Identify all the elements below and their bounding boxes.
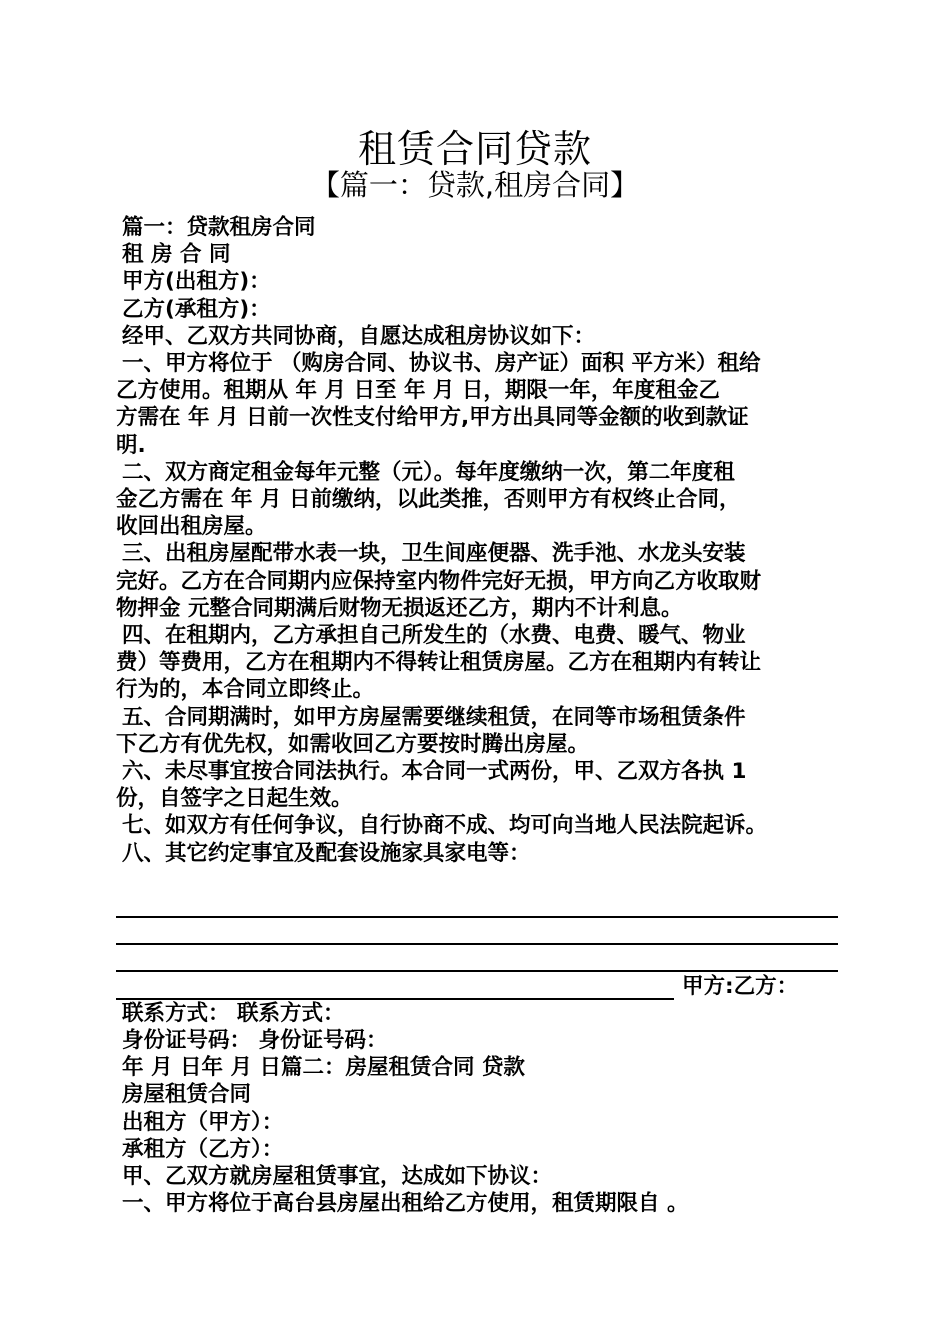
signature-label: 甲方:乙方： xyxy=(682,973,799,999)
clause-4-line-3: 行为的，本合同立即终止。 xyxy=(116,677,375,703)
clause-4-line-1: 四、在租期内，乙方承担自己所发生的（水费、电费、暖气、物业 xyxy=(122,623,746,649)
fill-in-line-4 xyxy=(116,978,674,1000)
date-and-part2-heading: 年 月 日年 月 日篇二：房屋租赁合同 贷款 xyxy=(122,1055,525,1081)
id-number-line: 身份证号码： 身份证号码： xyxy=(122,1028,388,1054)
clause-5-line-1: 五、合同期满时，如甲方房屋需要继续租赁，在同等市场租赁条件 xyxy=(122,704,746,730)
section-heading: 篇一：贷款租房合同 xyxy=(122,215,316,240)
clause-3-line-3: 物押金 元整合同期满后财物无损返还乙方，期内不计利息。 xyxy=(116,595,683,621)
party-a-line: 甲方(出租方)： xyxy=(122,269,271,295)
party-b-line: 乙方(承租方)： xyxy=(122,296,271,322)
clause-2-line-3: 收回出租房屋。 xyxy=(116,514,267,540)
spacer xyxy=(116,867,838,891)
clause-6-line-1: 六、未尽事宜按合同法执行。本合同一式两份，甲、乙双方各执 1 xyxy=(122,759,747,785)
part2-clause-1-line: 一、甲方将位于高台县房屋出租给乙方使用，租赁期限自 。 xyxy=(122,1191,689,1217)
clause-5-line-2: 下乙方有优先权，如需收回乙方要按时腾出房屋。 xyxy=(116,731,590,757)
clause-3-line-1: 三、出租房屋配带水表一块，卫生间座便器、洗手池、水龙头安装 xyxy=(122,541,746,567)
signature-row xyxy=(116,972,838,1000)
part2-intro-line: 甲、乙双方就房屋租赁事宜，达成如下协议： xyxy=(122,1164,553,1190)
contract-heading: 租 房 合 同 xyxy=(122,242,231,268)
clause-4-line-2: 费）等费用，乙方在租期内不得转让租赁房屋。乙方在租期内有转让 xyxy=(116,650,762,676)
clause-1-line-4: 明. xyxy=(116,432,146,458)
part2-lessor-line: 出租方（甲方）： xyxy=(122,1109,284,1135)
clause-6-line-2: 份，自签字之日起生效。 xyxy=(116,786,353,812)
contact-line: 联系方式： 联系方式： xyxy=(122,1000,345,1026)
clause-1-line-1: 一、甲方将位于 （购房合同、协议书、房产证）面积 平方米）租给 xyxy=(122,351,761,377)
fill-in-line-2 xyxy=(116,918,838,945)
fill-in-line-3 xyxy=(116,945,838,972)
clause-2-line-1: 二、双方商定租金每年元整（元）。每年度缴纳一次，第二年度租 xyxy=(122,459,735,485)
clause-2-line-2: 金乙方需在 年 月 日前缴纳，以此类推，否则甲方有权终止合同， xyxy=(116,487,741,513)
clause-7-line: 七、如双方有任何争议，自行协商不成、均可向当地人民法院起诉。 xyxy=(122,813,768,839)
document-subtitle: 【篇一：贷款,租房合同】 xyxy=(310,168,640,202)
document-title: 租赁合同贷款 xyxy=(357,127,592,171)
fill-in-line-1 xyxy=(116,891,838,918)
clause-1-line-2: 乙方使用。租期从 年 月 日至 年 月 日，期限一年，年度租金乙 xyxy=(116,378,720,404)
clause-3-line-2: 完好。乙方在合同期内应保持室内物件完好无损，甲方向乙方收取财 xyxy=(116,568,762,594)
part2-lessee-line: 承租方（乙方）： xyxy=(122,1136,284,1162)
intro-line: 经甲、乙双方共同协商，自愿达成租房协议如下： xyxy=(122,323,596,349)
document-body xyxy=(116,214,838,1218)
clause-8-line: 八、其它约定事宜及配套设施家具家电等： xyxy=(122,840,531,866)
clause-1-line-3: 方需在 年 月 日前一次性支付给甲方,甲方出具同等金额的收到款证 xyxy=(116,405,749,431)
part2-title: 房屋租赁合同 xyxy=(122,1082,252,1108)
